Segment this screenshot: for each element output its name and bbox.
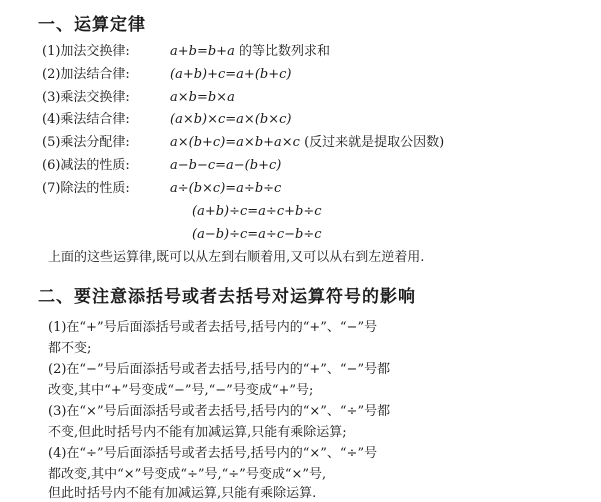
law-label: (7)除法的性质:	[42, 181, 130, 196]
law-formula: (a+b)+c=a+(b+c)	[170, 67, 292, 82]
law-label: (3)乘法交换律:	[42, 90, 130, 105]
law-division-property	[42, 181, 281, 197]
rule-line: 但此时括号内不能有加减运算,只能有乘除运算.	[48, 486, 317, 501]
rule-line: (3)在“×”号后面添括号或者去括号,括号内的“×”、“÷”号都	[48, 404, 391, 419]
rule-line: (1)在“+”号后面添括号或者去括号,括号内的“+”、“−”号	[48, 320, 378, 335]
law-associative-addition	[42, 67, 291, 83]
law-distributive	[42, 135, 444, 151]
division-formula-extra-2: (a−b)÷c=a÷c−b÷c	[192, 227, 322, 242]
law-commutative-multiplication	[42, 90, 235, 106]
law-subtraction-property	[42, 158, 281, 174]
law-label: (1)加法交换律:	[42, 44, 130, 59]
law-note: (反过来就是提取公因数)	[304, 135, 445, 150]
law-formula: a+b=b+a	[170, 44, 235, 59]
law-formula: (a×b)×c=a×(b×c)	[170, 112, 292, 127]
law-label: (6)减法的性质:	[42, 158, 130, 173]
law-label: (4)乘法结合律:	[42, 112, 130, 127]
law-formula: a÷(b×c)=a÷b÷c	[170, 181, 282, 196]
law-associative-multiplication	[42, 112, 291, 128]
law-formula: a×(b+c)=a×b+a×c	[170, 135, 300, 150]
section2-heading: 二、要注意添括号或者去括号对运算符号的影响	[38, 287, 416, 307]
law-formula: a×b=b×a	[170, 90, 235, 105]
law-label: (5)乘法分配律:	[42, 135, 130, 150]
law-commutative-addition	[42, 44, 330, 60]
rule-line: 都改变,其中“×”号变成“÷”号,“÷”号变成“×”号,	[48, 467, 327, 482]
rule-line: 改变,其中“+”号变成“−”号,“−”号变成“+”号;	[48, 383, 314, 398]
rule-line: (4)在“÷”号后面添括号或者去括号,括号内的“×”、“÷”号	[48, 446, 378, 461]
law-note: 的等比数列求和	[238, 44, 330, 59]
section1-heading: 一、运算定律	[38, 15, 146, 35]
law-formula: a−b−c=a−(b+c)	[170, 158, 282, 173]
rule-line: (2)在“−”号后面添括号或者去括号,括号内的“+”、“−”号都	[48, 362, 391, 377]
rule-line: 不变,但此时括号内不能有加减运算,只能有乘除运算;	[48, 425, 347, 440]
law-label: (2)加法结合律:	[42, 67, 130, 82]
rule-line: 都不变;	[48, 341, 92, 356]
section1-summary: 上面的这些运算律,既可以从左到右顺着用,又可以从右到左逆着用.	[48, 250, 425, 265]
division-formula-extra-1: (a+b)÷c=a÷c+b÷c	[192, 204, 322, 219]
